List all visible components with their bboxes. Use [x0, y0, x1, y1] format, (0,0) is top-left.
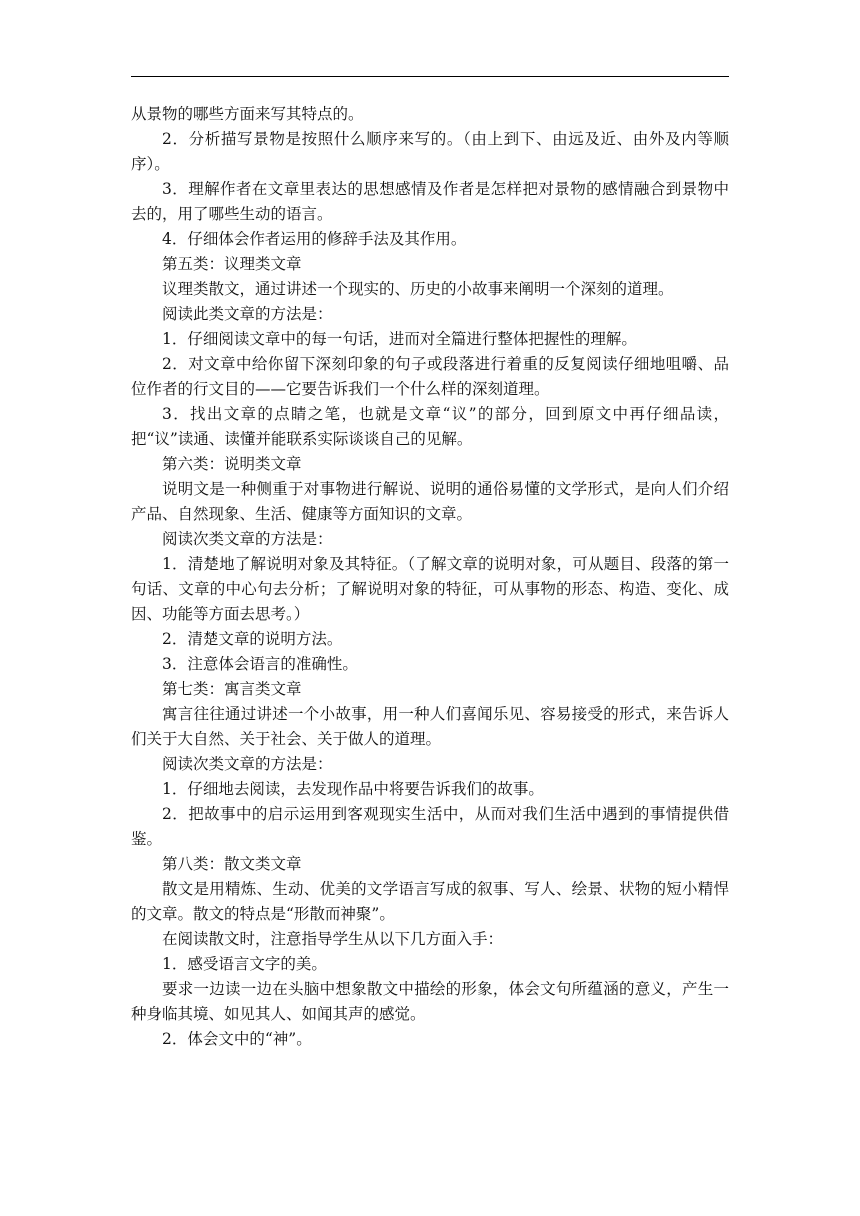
paragraph: 阅读次类文章的方法是：: [162, 755, 333, 773]
paragraph: 3．找出文章的点睛之笔，也就是文章“议”的部分，回到原文中再仔细品读，把“议”读通、读懂并能联系实际谈谈自己的见解。: [131, 405, 729, 448]
paragraph: 2．分析描写景物是按照什么顺序来写的。（由上到下、由远及近、由外及内等顺序）。: [131, 130, 729, 173]
paragraph: 1．感受语言文字的美。: [162, 955, 327, 973]
paragraph: 从景物的哪些方面来写其特点的。: [131, 105, 364, 123]
paragraph: 要求一边读一边在头脑中想象散文中描绘的形象，体会文句所蕴涵的意义，产生一种身临其境、如见其人、如闻其声的感觉。: [131, 980, 729, 1023]
paragraph: 2．对文章中给你留下深刻印象的句子或段落进行着重的反复阅读仔细地咀嚼、品位作者的行文目的——它要告诉我们一个什么样的深刻道理。: [131, 355, 729, 398]
paragraph: 寓言往往通过讲述一个小故事，用一种人们喜闻乐见、容易接受的形式，来告诉人们关于大自然、关于社会、关于做人的道理。: [131, 705, 729, 748]
paragraph: 第五类：议理类文章: [162, 255, 302, 273]
paragraph: 说明文是一种侧重于对事物进行解说、说明的通俗易懂的文学形式，是向人们介绍产品、自然现象、生活、健康等方面知识的文章。: [131, 480, 729, 523]
paragraph: 第八类：散文类文章: [162, 855, 302, 873]
header-rule: [131, 76, 729, 77]
paragraph: 4．仔细体会作者运用的修辞手法及其作用。: [162, 230, 467, 248]
paragraph: 3．理解作者在文章里表达的思想感情及作者是怎样把对景物的感情融合到景物中去的，用了哪些生动的语言。: [131, 180, 729, 223]
paragraph: 阅读次类文章的方法是：: [162, 530, 333, 548]
paragraph: 3．注意体会语言的准确性。: [162, 655, 358, 673]
document-body: [131, 102, 729, 1052]
paragraph: 2．体会文中的“神”。: [162, 1030, 312, 1048]
paragraph: 1．清楚地了解说明对象及其特征。（了解文章的说明对象，可从题目、段落的第一句话、文章的中心句去分析；了解说明对象的特征，可从事物的形态、构造、变化、成因、功能等方面去思考。）: [131, 555, 729, 623]
paragraph: 2．清楚文章的说明方法。: [162, 630, 343, 648]
paragraph: 散文是用精炼、生动、优美的文学语言写成的叙事、写人、绘景、状物的短小精悍的文章。散文的特点是“形散而神聚”。: [131, 880, 729, 923]
paragraph: 议理类散文，通过讲述一个现实的、历史的小故事来阐明一个深刻的道理。: [162, 280, 674, 298]
paragraph: 第六类：说明类文章: [162, 455, 302, 473]
paragraph: 2．把故事中的启示运用到客观现实生活中，从而对我们生活中遇到的事情提供借鉴。: [131, 805, 729, 848]
paragraph: 1．仔细阅读文章中的每一句话，进而对全篇进行整体把握性的理解。: [162, 330, 637, 348]
paragraph: 在阅读散文时，注意指导学生从以下几方面入手：: [162, 930, 504, 948]
paragraph: 第七类：寓言类文章: [162, 680, 302, 698]
paragraph: 阅读此类文章的方法是：: [162, 305, 333, 323]
paragraph: 1．仔细地去阅读，去发现作品中将要告诉我们的故事。: [162, 780, 544, 798]
